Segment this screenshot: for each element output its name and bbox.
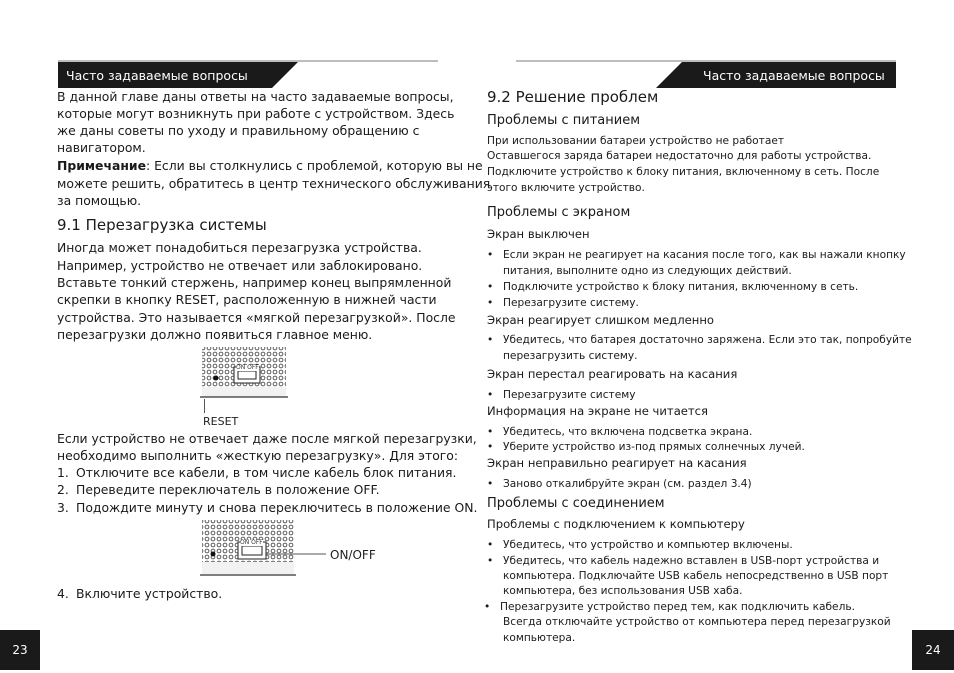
reset-line: Иногда может понадобиться перезагрузка устройства.: [57, 240, 422, 255]
bullet-continuation: перезагрузить систему.: [503, 350, 638, 362]
power-line: этого включите устройство.: [487, 182, 645, 194]
power-line: Подключите устройство к блоку питания, включенному в сеть. После: [487, 166, 880, 178]
screen-wrong-title: Экран неправильно реагирует на касания: [487, 456, 747, 470]
section-title-9-1: 9.1 Перезагрузка системы: [57, 216, 267, 234]
intro-line: навигатором.: [57, 140, 146, 155]
reset-line: Например, устройство не отвечает или заблокировано.: [57, 258, 423, 273]
switch-label: ON OFF: [236, 364, 259, 371]
bullet-item: • Если экран не реагирует на касания после того, как вы нажали кнопку: [487, 248, 906, 264]
bullet-item: • Заново откалибруйте экран (см. раздел 3.4): [487, 477, 752, 493]
bullet-item: • Подключите устройство к блоку питания, включенному в сеть.: [487, 280, 858, 296]
bullet-continuation: питания, выполните одно из следующих действий.: [503, 265, 792, 277]
power-title: Проблемы с питанием: [487, 113, 641, 128]
bullet-item: • Убедитесь, что батарея достаточно заряжена. Если это так, попробуйте: [487, 333, 912, 349]
step-text: Переведите переключатель в положение OFF.: [76, 482, 380, 497]
hard-reset-line: необходимо выполнить «жесткую перезагрузку». Для этого:: [57, 448, 459, 463]
reset-label: RESET: [203, 415, 239, 428]
bullet-item: • Убедитесь, что кабель надежно вставлен в USB-порт устройства и: [487, 554, 879, 570]
bullet-item: • Убедитесь, что устройство и компьютер включены.: [487, 538, 793, 554]
switch-label: ON OFF: [240, 539, 263, 546]
screen-slow-title: Экран реагирует слишком медленно: [487, 313, 714, 327]
screen-title: Проблемы с экраном: [487, 205, 631, 220]
bullet-continuation: компьютера.: [503, 632, 576, 644]
page-number-right: 24: [912, 630, 954, 670]
section-title-9-2: 9.2 Решение проблем: [487, 88, 659, 106]
page-number-left: 23: [0, 630, 40, 670]
power-line: Оставшегося заряда батареи недостаточно для работы устройства.: [487, 150, 872, 162]
reset-pointer: [204, 399, 205, 413]
note-line: можете решить, обратитесь в центр технического обслуживания: [57, 176, 491, 191]
note-line: за помощью.: [57, 193, 142, 208]
reset-line: устройства. Это называется «мягкой перезагрузкой». После: [57, 310, 456, 325]
right-header-title: Часто задаваемые вопросы: [703, 68, 885, 83]
onoff-label: ON/OFF: [330, 548, 376, 562]
step-number: 2.: [57, 482, 69, 497]
intro-line: В данной главе даны ответы на часто задаваемые вопросы,: [57, 89, 454, 104]
connection-pc-title: Проблемы с подключением к компьютеру: [487, 517, 745, 531]
bullet-item: • Убедитесь, что включена подсветка экрана.: [487, 425, 752, 441]
onoff-figure: [198, 518, 388, 580]
step-number: 3.: [57, 500, 69, 515]
bullet-continuation: компьютера. Подключайте USB кабель непосредственно в USB порт: [503, 570, 889, 582]
screen-off-title: Экран выключен: [487, 227, 590, 241]
device-bottom-illustration: [200, 345, 290, 415]
note-text: : Если вы столкнулись с проблемой, которую вы не: [145, 158, 483, 173]
connection-title: Проблемы с соединением: [487, 496, 665, 511]
bullet-item: • Уберите устройство из-под прямых солнечных лучей.: [487, 440, 805, 456]
step-text: Отключите все кабели, в том числе кабель блок питания.: [76, 465, 457, 480]
step-text: Подождите минуту и снова переключитесь в положение ON.: [76, 500, 478, 515]
bullet-item: • Перезагрузите устройство перед тем, как подключить кабель.: [484, 600, 855, 616]
bullet-item: • Перезагрузите систему: [487, 388, 635, 404]
bullet-continuation: Всегда отключайте устройство от компьютера перед перезагрузкой: [503, 616, 891, 628]
step-number: 4.: [57, 586, 69, 601]
step-text: Включите устройство.: [76, 586, 223, 601]
screen-frozen-title: Экран перестал реагировать на касания: [487, 367, 738, 381]
step-number: 1.: [57, 465, 69, 480]
bullet-item: • Перезагрузите систему.: [487, 296, 639, 312]
reset-line: перезагрузки должно появиться главное меню.: [57, 327, 373, 342]
note-label: Примечание: [57, 158, 146, 173]
hard-reset-line: Если устройство не отвечает даже после мягкой перезагрузки,: [57, 431, 477, 446]
intro-line: которые могут возникнуть при работе с устройством. Здесь: [57, 106, 455, 121]
reset-line: Вставьте тонкий стержень, например конец выпрямленной: [57, 275, 452, 290]
power-line: При использовании батареи устройство не работает: [487, 135, 785, 147]
intro-line: же даны советы по уходу и правильному обращению с: [57, 123, 420, 138]
note-line: [57, 157, 483, 174]
left-header-title: Часто задаваемые вопросы: [66, 68, 248, 83]
reset-line: скрепки в кнопку RESET, расположенную в нижней части: [57, 292, 437, 307]
screen-unreadable-title: Информация на экране не читается: [487, 404, 709, 418]
bullet-continuation: компьютера, без использования USB хаба.: [503, 585, 743, 597]
reset-figure: [200, 345, 290, 430]
